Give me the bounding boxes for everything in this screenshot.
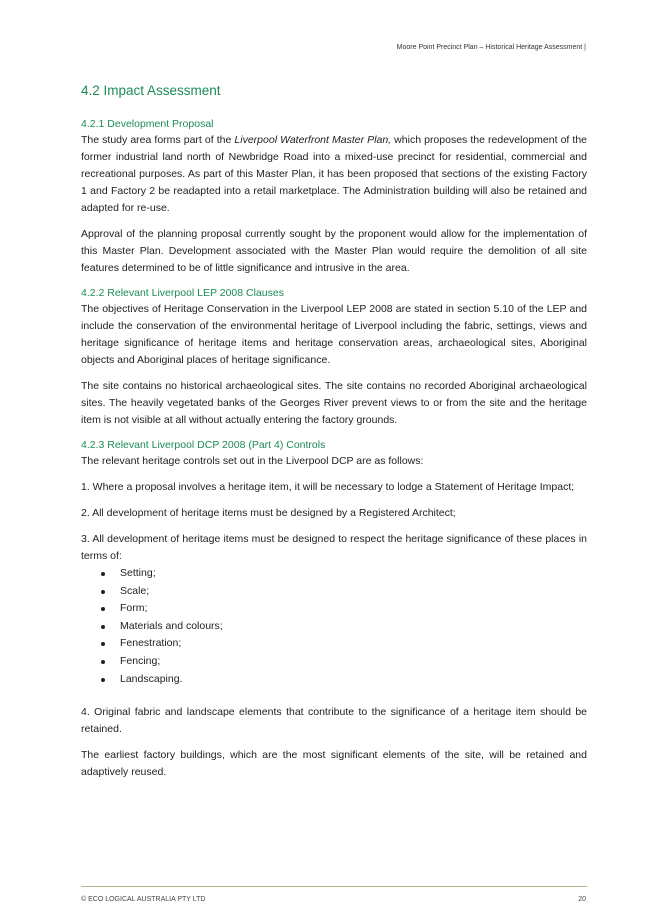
list-item: Scale; [81, 583, 587, 601]
bullet-icon [101, 660, 105, 664]
paragraph: The site contains no historical archaeological sites. The site contains no recorded Aboriginal archaeological sites. The heavily vegetated banks of the Georges River prevent views to or from the site and the heritage item is not visible at all without actually entering the factory grounds. [81, 380, 587, 426]
list-item: Landscaping. [81, 671, 587, 689]
bullet-icon [101, 590, 105, 594]
paragraph: The objectives of Heritage Conservation in the Liverpool LEP 2008 are stated in section 5.10 of the LEP and include the conservation of the environmental heritage of Liverpool including the fabric, settings, views and heritage significance of heritage items and heritage conservation areas, archaeological sites, Aboriginal objects and Aboriginal places of heritage significance. [81, 303, 587, 366]
section-lep-clauses [81, 286, 587, 429]
paragraph: The earliest factory buildings, which are the most significant elements of the site, will be retained and adaptively reused. [81, 749, 587, 779]
paragraph: Approval of the planning proposal currently sought by the proponent would allow for the implementation of this Master Plan. Development associated with the Master Plan would require the demolition of all site features determined to be of little significance and intrusive in the area. [81, 228, 587, 274]
list-item: Materials and colours; [81, 618, 587, 636]
page-number: 20 [578, 896, 586, 903]
bullet-icon [101, 607, 105, 611]
paragraph [81, 132, 587, 217]
section-heading: 4.2.2 Relevant Liverpool LEP 2008 Clauses [81, 287, 284, 299]
text-run: which proposes the redevelopment of the former industrial land north of Newbridge Road into a mixed-use precinct for residential, commercial and recreational purposes. As part of this Master Plan, it has been proposed that sections of the existing Factory 1 and Factory 2 be readapted into a retail marketplace. The Administration building will also be retained and adapted for re-use. [81, 134, 587, 214]
bullet-icon [101, 625, 105, 629]
bullet-icon [101, 678, 105, 682]
section-heading: 4.2.1 Development Proposal [81, 118, 214, 130]
section-dcp-controls [81, 438, 587, 781]
list-item: Setting; [81, 565, 587, 583]
footer-copyright: © ECO LOGICAL AUSTRALIA PTY LTD [81, 896, 206, 903]
running-header: Moore Point Precinct Plan – Historical Heritage Assessment | [396, 44, 586, 51]
footer-divider [81, 886, 587, 887]
bullet-icon [101, 572, 105, 576]
paragraph: The relevant heritage controls set out in the Liverpool DCP are as follows: [81, 455, 424, 467]
control-item: 2. All development of heritage items must be designed by a Registered Architect; [81, 507, 456, 519]
page-content [81, 82, 587, 790]
bullet-icon [101, 642, 105, 646]
control-item: 1. Where a proposal involves a heritage item, it will be necessary to lodge a Statement of Heritage Impact; [81, 481, 575, 493]
bullet-list [81, 565, 587, 688]
master-plan-title: Liverpool Waterfront Master Plan, [234, 134, 392, 146]
control-item: 3. All development of heritage items must be designed to respect the heritage significance of these places in terms of: [81, 533, 587, 562]
section-development-proposal [81, 117, 587, 277]
list-item: Fenestration; [81, 635, 587, 653]
section-heading: 4.2.3 Relevant Liverpool DCP 2008 (Part 4) Controls [81, 439, 326, 451]
list-item: Form; [81, 600, 587, 618]
control-item: 4. Original fabric and landscape elements that contribute to the significance of a heritage item should be retained. [81, 706, 587, 736]
text-run: The study area forms part of the [81, 134, 235, 146]
page-title: 4.2 Impact Assessment [81, 83, 221, 98]
list-item: Fencing; [81, 653, 587, 671]
